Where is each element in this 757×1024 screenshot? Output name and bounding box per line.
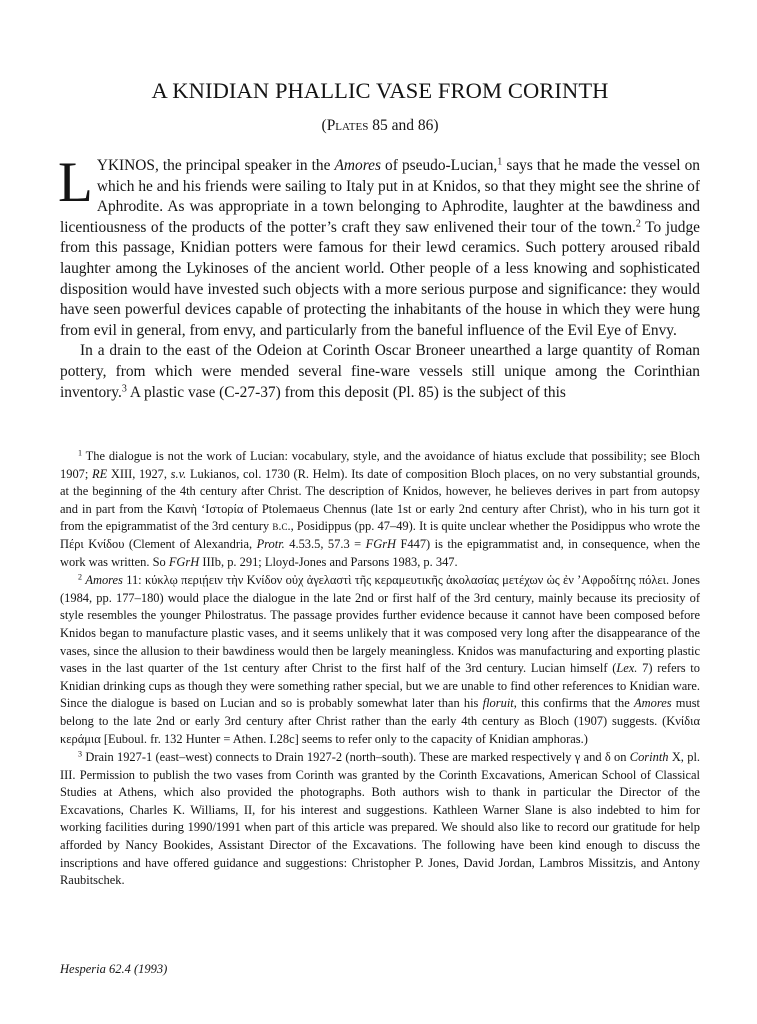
text-run-italic: Amores xyxy=(334,157,381,174)
footnotes xyxy=(60,448,700,890)
text-run: says that he made the vessel on which he and his friends were sailing to Italy put in at Knidos, so that they might see the shrine of Aphrodite. As was appropriate in a town belonging to Aphrodite, laughter at the bawdiness and licentiousness of the products of the potter’s craft they saw enlivened their tour of the town. xyxy=(60,157,701,236)
text-run: must belong to the late 2nd or early 3rd century after Christ rather than the early 4th century as Bloch (1907) suggests. (Κνίδια κεράμια [Euboul. fr. 132 Hunter = Athen. I.28c] seems to refer only to the capacity of Knidian amphoras.) xyxy=(60,696,700,746)
text-run-italic: FGrH xyxy=(365,536,397,551)
text-run-italic: Corinth xyxy=(629,750,669,765)
paragraph-1 xyxy=(58,151,701,341)
text-run: , Posidippus (pp. 47–49). It is quite unclear whether the Posidippus who wrote the Πέρι Κνίδου (Clement of Alexandria, xyxy=(60,519,701,551)
text-run: of pseudo-Lucian, xyxy=(380,157,498,174)
footnote-3 xyxy=(60,749,700,890)
text-run: 7) refers to Knidian drinking cups as though they were something rather special, but we are unable to find other references to Knidian ware. Since the dialogue is based on Lucian and so is probably somewhat later than his xyxy=(60,661,700,711)
text-run: F447) is the epigrammatist and, in consequence, when the work was written. So xyxy=(60,536,701,569)
text-run: X, pl. III. Permission to publish the two vases from Corinth was granted by the Corinth Excavations, American School of Classical Studies at Athens, which also provided the photographs. Both authors wish to thank in particular the Director of the Excavations, Charles K. Williams, II, for his interest and suggestions. Kathleen Warner Slane is also indebted to him for working facilities during 1990/1991 when part of this article was prepared. We should also like to record our gratitude for help afforded by Nancy Bookides, Assistant Director of the Excavations. The following have been kind enough to discuss the inscriptions and have offered guidance and suggestions: Christopher P. Jones, David Jordan, Lambros Missitzis, and Antony Raubitschek. xyxy=(60,750,701,888)
plates-reference xyxy=(60,117,700,135)
text-run: XIII, 1927, xyxy=(107,466,171,481)
footnote-number: 3 xyxy=(78,749,83,759)
text-run: Drain 1927-1 (east–west) connects to Drain 1927-2 (north–south). These are marked respectively γ and δ on xyxy=(82,750,630,765)
footnote-ref-2[interactable]: 2 xyxy=(635,218,641,230)
plates-label: Plates xyxy=(326,117,369,134)
text-run: Lukianos, col. 1730 (R. Helm). Its date of composition Bloch places, on no very substantial grounds, at the beginning of the 4th century after Christ. The description of Knidos, however, he believes derives in part from autopsy and in part from the Καινὴ ‘Ιστορία of Ptolemaeus Chennus (late 1st or early 2nd century after Christ), who in his turn got it from the epigrammatist of the 3rd century xyxy=(60,466,700,534)
text-run: IIIb, p. 291; Lloyd-Jones and Parsons 1983, p. 347. xyxy=(199,554,458,569)
text-run: YKINOS, the principal speaker in the xyxy=(96,157,335,174)
text-run-italic: Protr. xyxy=(256,536,285,551)
text-run-italic: FGrH xyxy=(168,554,200,569)
text-run: , this confirms that the xyxy=(513,696,635,711)
footnote-2 xyxy=(60,572,700,748)
article-title: A KNIDIAN PHALLIC VASE FROM CORINTH xyxy=(151,78,609,103)
body-text xyxy=(58,151,701,403)
drop-cap: L xyxy=(58,151,93,214)
text-run-italic: floruit xyxy=(482,696,514,711)
text-run: To judge from this passage, Knidian potters were famous for their lewd ceramics. Such pottery aroused ribald laughter among the Lykinoses of the ancient world. Other people of a less knowing and sophisticated disposition would have invested such objects with a more serious purpose and significance: they would have seen powerful devices capable of protecting the inhabitants of the house in which they were hung from evil in general, from envy, and particularly from the baneful influence of the Evil Eye of Envy. xyxy=(60,218,700,339)
plates-open: ( xyxy=(321,117,327,134)
text-run-smallcaps: b.c. xyxy=(272,519,291,534)
text-run: The dialogue is not the work of Lucian: vocabulary, style, and the avoidance of hiatus exclude that possibility; see Bloch 1907; xyxy=(60,449,700,481)
text-run: 11: κύκλῳ περιῄειν τὴν Κνίδον οὐχ ἀγελαστὶ τῆς κεραμευτικῆς ἀκολασίας μετέχων ὡς ἐν ’Αφροδίτης πόλει. Jones (1984, pp. 177–180) would place the dialogue in the late 2nd or first half of the 3rd century, mainly because its preciosity of style resembles the younger Philostratus. The passage provides further evidence because it cannot have been composed before Knidos began to manufacture plastic vases, and it seems unlikely that it was composed very long after the disappearance of the vases, since the allusion to their bawdiness would then be largely meaningless. Knidos was manufacturing and exporting plastic vases in the last quarter of the 1st century after Christ to the first half of the 3rd century. Lucian himself ( xyxy=(60,573,700,676)
text-run-italic: Amores xyxy=(634,696,672,711)
footnote-number: 1 xyxy=(78,448,83,458)
footnote-ref-1[interactable]: 1 xyxy=(497,156,503,168)
text-run-italic: RE xyxy=(91,466,108,481)
text-run-italic: s.v. xyxy=(170,466,187,481)
text-run: In a drain to the east of the Odeion at Corinth Oscar Broneer unearthed a large quantity of Roman pottery, from which were mended several fine-ware vessels still unique among the Corinthian inventory. xyxy=(60,342,700,401)
text-run: 4.53.5, 57.3 = xyxy=(284,536,366,551)
footnote-1 xyxy=(60,448,700,571)
text-run-italic: Amores xyxy=(85,573,123,588)
plates-rest: 85 and 86) xyxy=(368,117,439,134)
footnote-number: 2 xyxy=(78,572,83,582)
journal-citation: Hesperia 62.4 (1993) xyxy=(60,962,168,976)
paragraph-2 xyxy=(60,341,700,403)
text-run: A plastic vase (C-27-37) from this deposit (Pl. 85) is the subject of this xyxy=(126,383,566,401)
footnote-ref-3[interactable]: 3 xyxy=(121,383,127,395)
text-run-italic: Lex. xyxy=(616,661,638,676)
